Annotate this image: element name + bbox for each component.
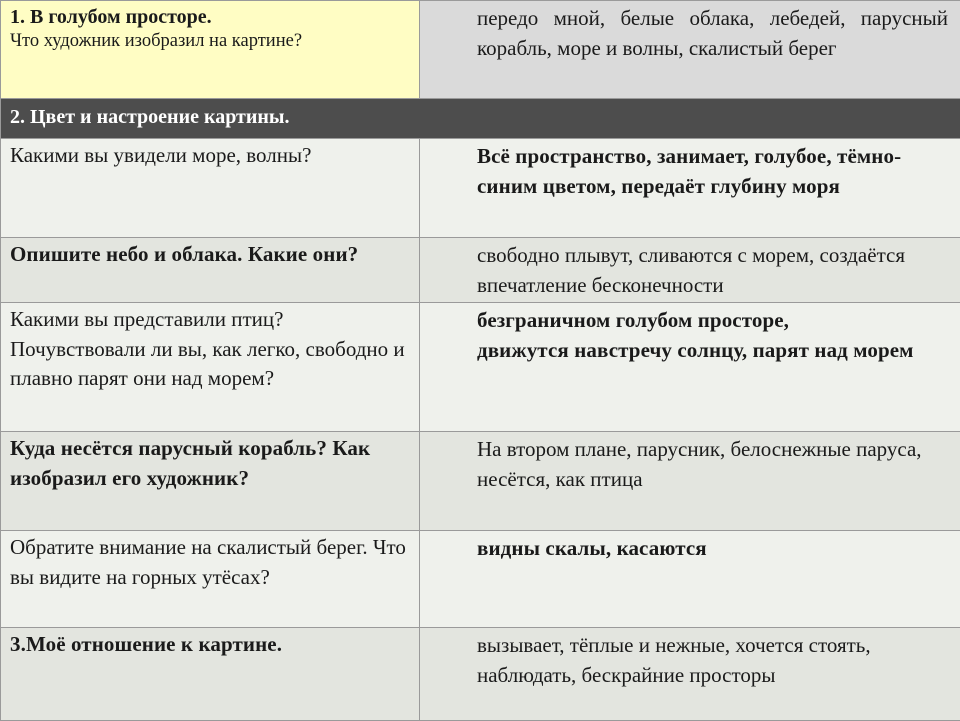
answer-line: безграничном голубом просторе, xyxy=(477,306,948,336)
table-row xyxy=(1,238,960,303)
answer-cell xyxy=(420,531,960,628)
answer-cell xyxy=(420,139,960,238)
section1-row xyxy=(1,1,960,99)
answer-cell xyxy=(420,432,960,531)
section3-answer-cell xyxy=(420,628,960,721)
section1-answer: передо мной, белые облака, лебедей, парусный корабль, море и волны, скалистый берег xyxy=(420,1,960,63)
question-text: Какими вы представили птиц? Почувствовали ли вы, как легко, свободно и плавно парят они над морем? xyxy=(1,303,419,394)
section1-question-cell xyxy=(1,1,420,99)
section2-title: 2. Цвет и настроение картины. xyxy=(1,99,960,131)
answer-text: свободно плывут, сливаются с морем, создаётся впечатление бесконечности xyxy=(420,238,960,300)
question-cell xyxy=(1,139,420,238)
section3-row xyxy=(1,628,960,721)
question-text: Опишите небо и облака. Какие они? xyxy=(1,238,419,270)
table-row xyxy=(1,139,960,238)
question-cell xyxy=(1,531,420,628)
question-text: Какими вы увидели море, волны? xyxy=(1,139,419,171)
section3-question-cell xyxy=(1,628,420,721)
answer-text: видны скалы, касаются xyxy=(420,531,960,564)
question-cell xyxy=(1,238,420,303)
table-row xyxy=(1,303,960,432)
section3-answer: вызывает, тёплые и нежные, хочется стоять, наблюдать, бескрайние просторы xyxy=(420,628,960,690)
answer-line: движутся навстречу солнцу, парят над морем xyxy=(477,336,948,366)
answer-text: Всё пространство, занимает, голубое, тёмно-синим цветом, передаёт глубину моря xyxy=(420,139,960,201)
section2-header-cell xyxy=(1,99,960,139)
section3-title: 3.Моё отношение к картине. xyxy=(1,628,419,660)
question-text: Куда несётся парусный корабль? Как изобразил его художник? xyxy=(1,432,419,493)
answer-text: На втором плане, парусник, белоснежные паруса, несётся, как птица xyxy=(420,432,960,494)
answer-text xyxy=(420,303,960,365)
section1-question: Что художник изобразил на картине? xyxy=(1,29,419,53)
table-row xyxy=(1,531,960,628)
answer-cell xyxy=(420,238,960,303)
question-text: Обратите внимание на скалистый берег. Что вы видите на горных утёсах? xyxy=(1,531,419,592)
answer-cell xyxy=(420,303,960,432)
section1-answer-cell xyxy=(420,1,960,99)
section2-header-row xyxy=(1,99,960,139)
table-row xyxy=(1,432,960,531)
section1-title: 1. В голубом просторе. xyxy=(1,1,419,29)
question-cell xyxy=(1,303,420,432)
question-cell xyxy=(1,432,420,531)
